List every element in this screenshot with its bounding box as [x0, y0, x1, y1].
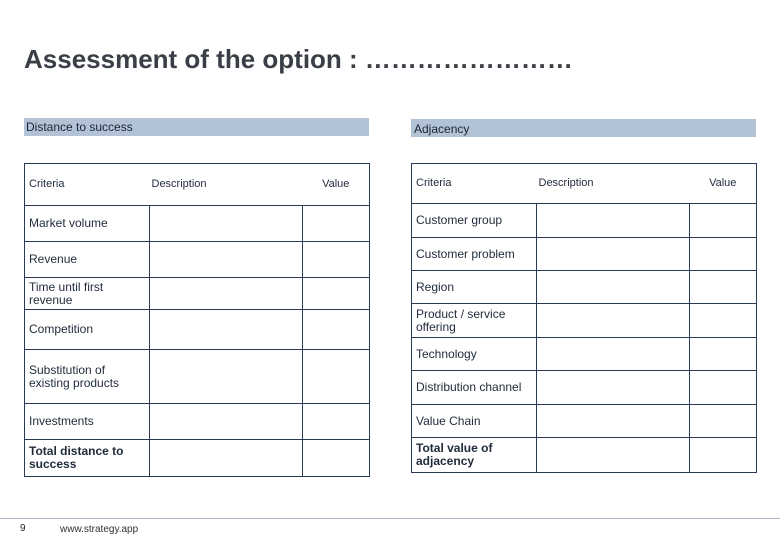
criteria-cell: Region — [412, 271, 537, 304]
criteria-cell: Competition — [25, 310, 150, 350]
table-row — [25, 310, 370, 350]
description-column-header: Description — [150, 164, 303, 206]
table-row — [25, 404, 370, 440]
description-cell[interactable] — [537, 438, 690, 473]
slide-title: Assessment of the option : …………………… — [24, 44, 573, 74]
value-column-header: Value — [690, 164, 757, 204]
value-cell[interactable] — [303, 206, 370, 242]
criteria-cell: Market volume — [25, 206, 150, 242]
description-cell[interactable] — [537, 204, 690, 238]
value-cell[interactable] — [690, 405, 757, 438]
table-row — [412, 405, 757, 438]
value-cell[interactable] — [690, 338, 757, 371]
description-cell[interactable] — [150, 310, 303, 350]
adjacency-header: Adjacency — [411, 119, 756, 137]
distance-to-success-table — [24, 163, 370, 477]
value-cell[interactable] — [303, 310, 370, 350]
value-cell[interactable] — [303, 278, 370, 310]
table-row — [412, 204, 757, 238]
description-cell[interactable] — [150, 242, 303, 278]
value-cell[interactable] — [303, 404, 370, 440]
criteria-cell: Revenue — [25, 242, 150, 278]
table-row — [412, 238, 757, 271]
description-cell[interactable] — [150, 278, 303, 310]
description-column-header: Description — [537, 164, 690, 204]
table-row — [412, 371, 757, 405]
table-row — [25, 206, 370, 242]
table-row — [25, 440, 370, 477]
description-cell[interactable] — [150, 206, 303, 242]
footer-divider — [0, 518, 780, 519]
criteria-column-header: Criteria — [412, 164, 537, 204]
footer-url[interactable]: www.strategy.app — [60, 524, 139, 535]
criteria-cell: Technology — [412, 338, 537, 371]
value-cell[interactable] — [303, 242, 370, 278]
description-cell[interactable] — [537, 405, 690, 438]
table-row — [412, 338, 757, 371]
value-column-header: Value — [303, 164, 370, 206]
table-row — [412, 438, 757, 473]
description-cell[interactable] — [150, 350, 303, 404]
distance-to-success-header: Distance to success — [24, 118, 369, 136]
value-cell[interactable] — [690, 304, 757, 338]
criteria-cell: Product / service offering — [412, 304, 537, 338]
criteria-cell: Total value of adjacency — [412, 438, 537, 473]
table-row — [25, 350, 370, 404]
criteria-cell: Time until first revenue — [25, 278, 150, 310]
page-number: 9 — [20, 523, 26, 534]
value-cell[interactable] — [690, 438, 757, 473]
description-cell[interactable] — [150, 404, 303, 440]
description-cell[interactable] — [537, 238, 690, 271]
criteria-cell: Investments — [25, 404, 150, 440]
description-cell[interactable] — [537, 304, 690, 338]
value-cell[interactable] — [690, 271, 757, 304]
description-cell[interactable] — [150, 440, 303, 477]
description-cell[interactable] — [537, 371, 690, 405]
table-row — [25, 242, 370, 278]
description-cell[interactable] — [537, 271, 690, 304]
adjacency-table — [411, 163, 757, 473]
table-row — [412, 271, 757, 304]
table-row — [25, 278, 370, 310]
criteria-cell: Substitution of existing products — [25, 350, 150, 404]
criteria-cell: Total distance to success — [25, 440, 150, 477]
value-cell[interactable] — [303, 350, 370, 404]
criteria-cell: Customer group — [412, 204, 537, 238]
table-row — [412, 304, 757, 338]
value-cell[interactable] — [690, 204, 757, 238]
criteria-cell: Distribution channel — [412, 371, 537, 405]
criteria-cell: Value Chain — [412, 405, 537, 438]
criteria-column-header: Criteria — [25, 164, 150, 206]
value-cell[interactable] — [690, 371, 757, 405]
description-cell[interactable] — [537, 338, 690, 371]
criteria-cell: Customer problem — [412, 238, 537, 271]
value-cell[interactable] — [303, 440, 370, 477]
value-cell[interactable] — [690, 238, 757, 271]
